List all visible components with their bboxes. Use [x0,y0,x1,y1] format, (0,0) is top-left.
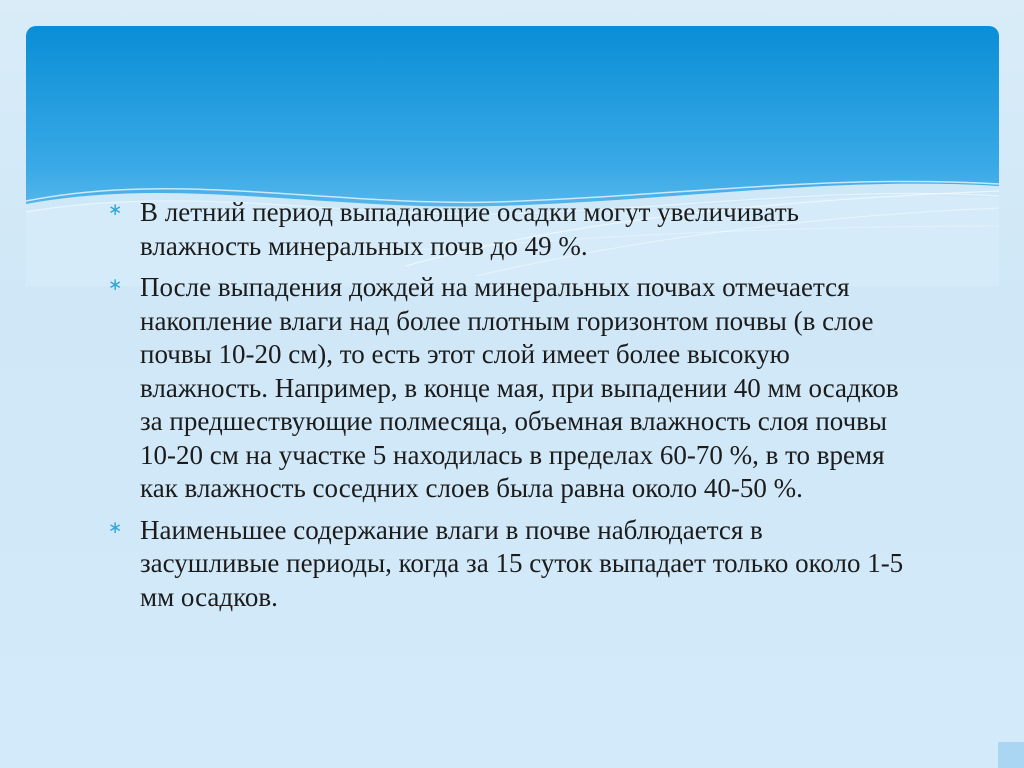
bullet-item [108,271,908,506]
bullet-text: После выпадения дождей на минеральных почвах отмечается накопление влаги над более плотным горизонтом почвы (в слое почвы 10-20 см), то есть этот слой имеет более высокую влажность. Например, в конце мая, при выпадении 40 мм осадков за предшествующие полмесяца, объемная влажность слоя почвы 10-20 см на участке 5 находилась в пределах 60-70 %, в то время как влажность соседних слоев была равна около 40-50 %. [140,272,899,503]
bullet-star-icon: ∗ [108,200,123,220]
corner-tab [998,742,1024,768]
bullet-text: В летний период выпадающие осадки могут увеличивать влажность минеральных почв до 49 %. [140,197,799,261]
bullet-star-icon: ∗ [108,517,123,538]
bullet-text: Наименьшее содержание влаги в почве наблюдается в засушливые периоды, когда за 15 суток выпадает только около 1-5 мм осадков. [140,514,904,612]
bullet-item [108,196,908,263]
bullet-item [108,514,908,615]
bullet-star-icon: ∗ [108,275,123,295]
content-area [108,196,908,622]
bullet-list [108,196,908,614]
